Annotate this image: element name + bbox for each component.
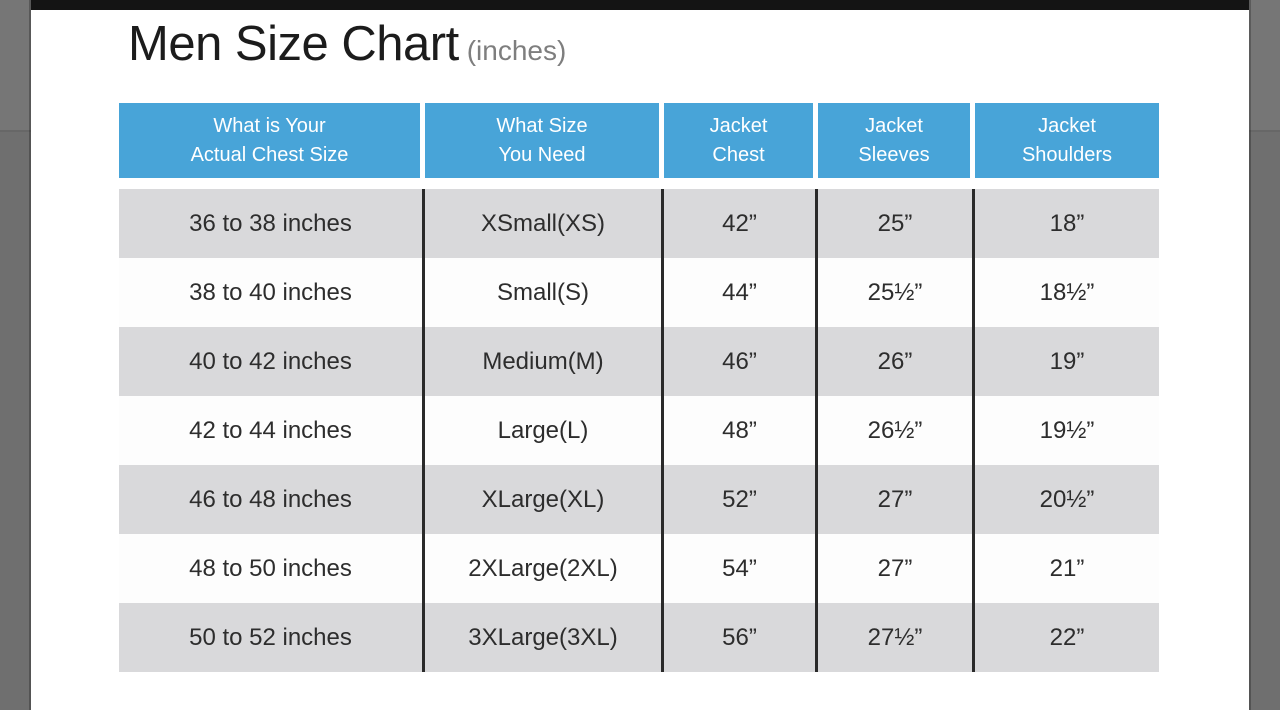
cell-jacket-sleeves: 25½” [818, 258, 975, 327]
header-line: Actual Chest Size [190, 143, 349, 166]
cell-size: Large(L) [425, 396, 664, 465]
header-line: Sleeves [858, 143, 930, 166]
cell-chest-range: 48 to 50 inches [119, 534, 425, 603]
cell-chest-range: 46 to 48 inches [119, 465, 425, 534]
header-jacket-chest [664, 103, 818, 178]
header-line: What Size [496, 114, 588, 137]
letterbox-strip-left [0, 0, 31, 710]
header-line: Shoulders [1021, 143, 1113, 166]
cell-jacket-chest: 56” [664, 603, 818, 672]
header-line: Jacket [709, 114, 768, 137]
cell-jacket-shoulders: 18” [975, 189, 1159, 258]
header-line: Chest [712, 143, 765, 166]
cell-jacket-sleeves: 27” [818, 534, 975, 603]
cell-jacket-chest: 46” [664, 327, 818, 396]
letterbox-strip-right [1249, 0, 1280, 710]
table-row [119, 258, 1159, 327]
header-line: What is Your [213, 114, 326, 137]
header-line: Jacket [1038, 114, 1096, 137]
cell-jacket-chest: 44” [664, 258, 818, 327]
cell-size: XLarge(XL) [425, 465, 664, 534]
cell-jacket-chest: 42” [664, 189, 818, 258]
cell-size: 3XLarge(3XL) [425, 603, 664, 672]
cell-size: 2XLarge(2XL) [425, 534, 664, 603]
cell-size: Small(S) [425, 258, 664, 327]
header-line: Jacket [865, 114, 923, 137]
cell-jacket-sleeves: 25” [818, 189, 975, 258]
cell-jacket-shoulders: 19” [975, 327, 1159, 396]
cell-jacket-shoulders: 19½” [975, 396, 1159, 465]
cell-jacket-shoulders: 21” [975, 534, 1159, 603]
cell-jacket-sleeves: 27½” [818, 603, 975, 672]
table-row [119, 603, 1159, 672]
strip-seam [1249, 0, 1280, 132]
page-title-units: (inches) [466, 35, 567, 66]
cell-size: XSmall(XS) [425, 189, 664, 258]
cell-jacket-shoulders: 22” [975, 603, 1159, 672]
cell-jacket-shoulders: 18½” [975, 258, 1159, 327]
header-jacket-shoulders [975, 103, 1159, 178]
cell-chest-range: 38 to 40 inches [119, 258, 425, 327]
cell-jacket-sleeves: 26½” [818, 396, 975, 465]
letterbox-top-bar [31, 0, 1249, 10]
table-header-row [119, 103, 1159, 178]
cell-chest-range: 40 to 42 inches [119, 327, 425, 396]
header-actual-chest-size [119, 103, 425, 178]
cell-jacket-chest: 48” [664, 396, 818, 465]
page-title [128, 16, 566, 72]
page-title-text: Men Size Chart [128, 17, 459, 71]
size-chart-table [119, 103, 1159, 672]
cell-jacket-sleeves: 26” [818, 327, 975, 396]
table-row [119, 534, 1159, 603]
cell-jacket-chest: 54” [664, 534, 818, 603]
header-jacket-sleeves [818, 103, 975, 178]
cell-chest-range: 50 to 52 inches [119, 603, 425, 672]
table-row [119, 189, 1159, 258]
table-row [119, 465, 1159, 534]
header-size-you-need [425, 103, 664, 178]
cell-jacket-chest: 52” [664, 465, 818, 534]
table-row [119, 327, 1159, 396]
header-line: You Need [498, 143, 586, 166]
cell-jacket-shoulders: 20½” [975, 465, 1159, 534]
table-row [119, 396, 1159, 465]
cell-chest-range: 36 to 38 inches [119, 189, 425, 258]
cell-chest-range: 42 to 44 inches [119, 396, 425, 465]
cell-size: Medium(M) [425, 327, 664, 396]
cell-jacket-sleeves: 27” [818, 465, 975, 534]
strip-seam [0, 0, 31, 132]
